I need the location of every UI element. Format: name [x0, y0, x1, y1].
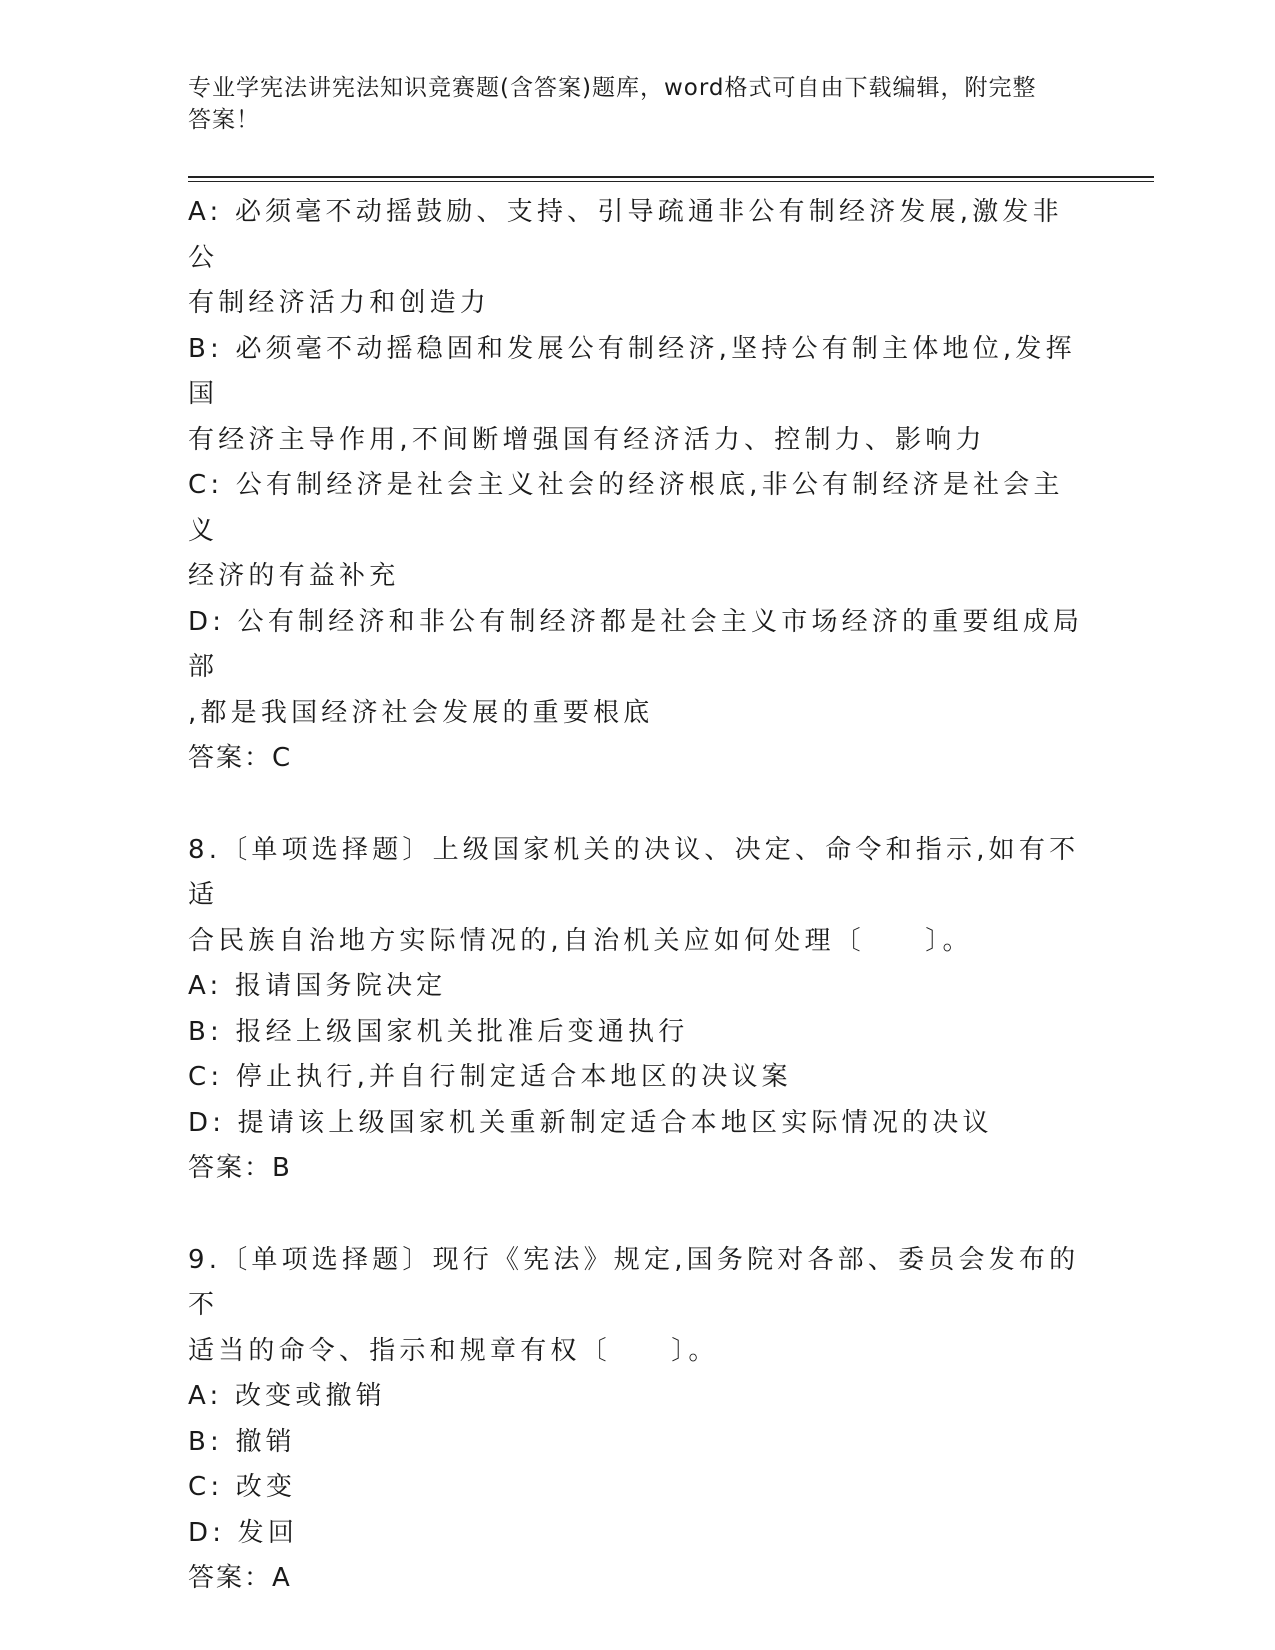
- q8-option-d: D: 提请该上级国家机关重新制定适合本地区实际情况的决议: [188, 1107, 993, 1138]
- q7-option-a-line2: 有制经济活力和创造力: [188, 288, 491, 318]
- question-7-block: [188, 190, 1088, 782]
- q9-stem-line1: 9.〔单项选择题〕现行《宪法》规定,国务院对各部、委员会发布的不: [188, 1244, 1080, 1320]
- header-line-1: 专业学宪法讲宪法知识竞赛题(含答案)题库，word格式可自由下载编辑，附完整: [188, 75, 1037, 101]
- question-9-block: [188, 1238, 1088, 1602]
- q7-option-b-line2: 有经济主导作用,不间断增强国有经济活力、控制力、影响力: [188, 424, 986, 455]
- q9-option-d: D: 发回: [188, 1517, 299, 1548]
- q8-stem-line2: 合民族自治地方实际情况的,自治机关应如何处理〔 〕。: [188, 925, 973, 956]
- q7-option-a-line1: A: 必须毫不动摇鼓励、支持、引导疏通非公有制经济发展,激发非公: [188, 197, 1063, 273]
- q7-option-d-line1: D: 公有制经济和非公有制经济都是社会主义市场经济的重要组成局部: [188, 606, 1084, 682]
- q8-option-a: A: 报请国务院决定: [188, 971, 447, 1001]
- question-8-block: [188, 828, 1088, 1192]
- q9-option-c: C: 改变: [188, 1472, 297, 1502]
- q7-answer: 答案：C: [188, 743, 293, 773]
- spacer: [188, 782, 1088, 828]
- q9-option-a: A: 改变或撤销: [188, 1381, 386, 1411]
- q9-stem-line2: 适当的命令、指示和规章有权〔 〕。: [188, 1335, 719, 1366]
- header-rule-thin: [188, 181, 1154, 182]
- q7-option-c-line1: C: 公有制经济是社会主义社会的经济根底,非公有制经济是社会主义: [188, 470, 1064, 546]
- header-line-2: 答案！: [188, 107, 260, 133]
- q8-stem-line1: 8.〔单项选择题〕上级国家机关的决议、决定、命令和指示,如有不适: [188, 834, 1080, 910]
- q7-option-b-line1: B: 必须毫不动摇稳固和发展公有制经济,坚持公有制主体地位,发挥国: [188, 333, 1076, 409]
- question-content: [188, 190, 1088, 1602]
- q7-option-c-line2: 经济的有益补充: [188, 561, 400, 591]
- q8-option-c: C: 停止执行,并自行制定适合本地区的决议案: [188, 1062, 792, 1092]
- spacer: [188, 1192, 1088, 1238]
- document-header: [188, 72, 1088, 136]
- q9-option-b: B: 撤销: [188, 1426, 296, 1457]
- q8-answer: 答案：B: [188, 1153, 292, 1183]
- q9-answer: 答案：A: [188, 1563, 292, 1593]
- q8-option-b: B: 报经上级国家机关批准后变通执行: [188, 1016, 689, 1047]
- header-rule-thick: [188, 176, 1154, 178]
- q7-option-d-line2: ,都是我国经济社会发展的重要根底: [188, 697, 654, 728]
